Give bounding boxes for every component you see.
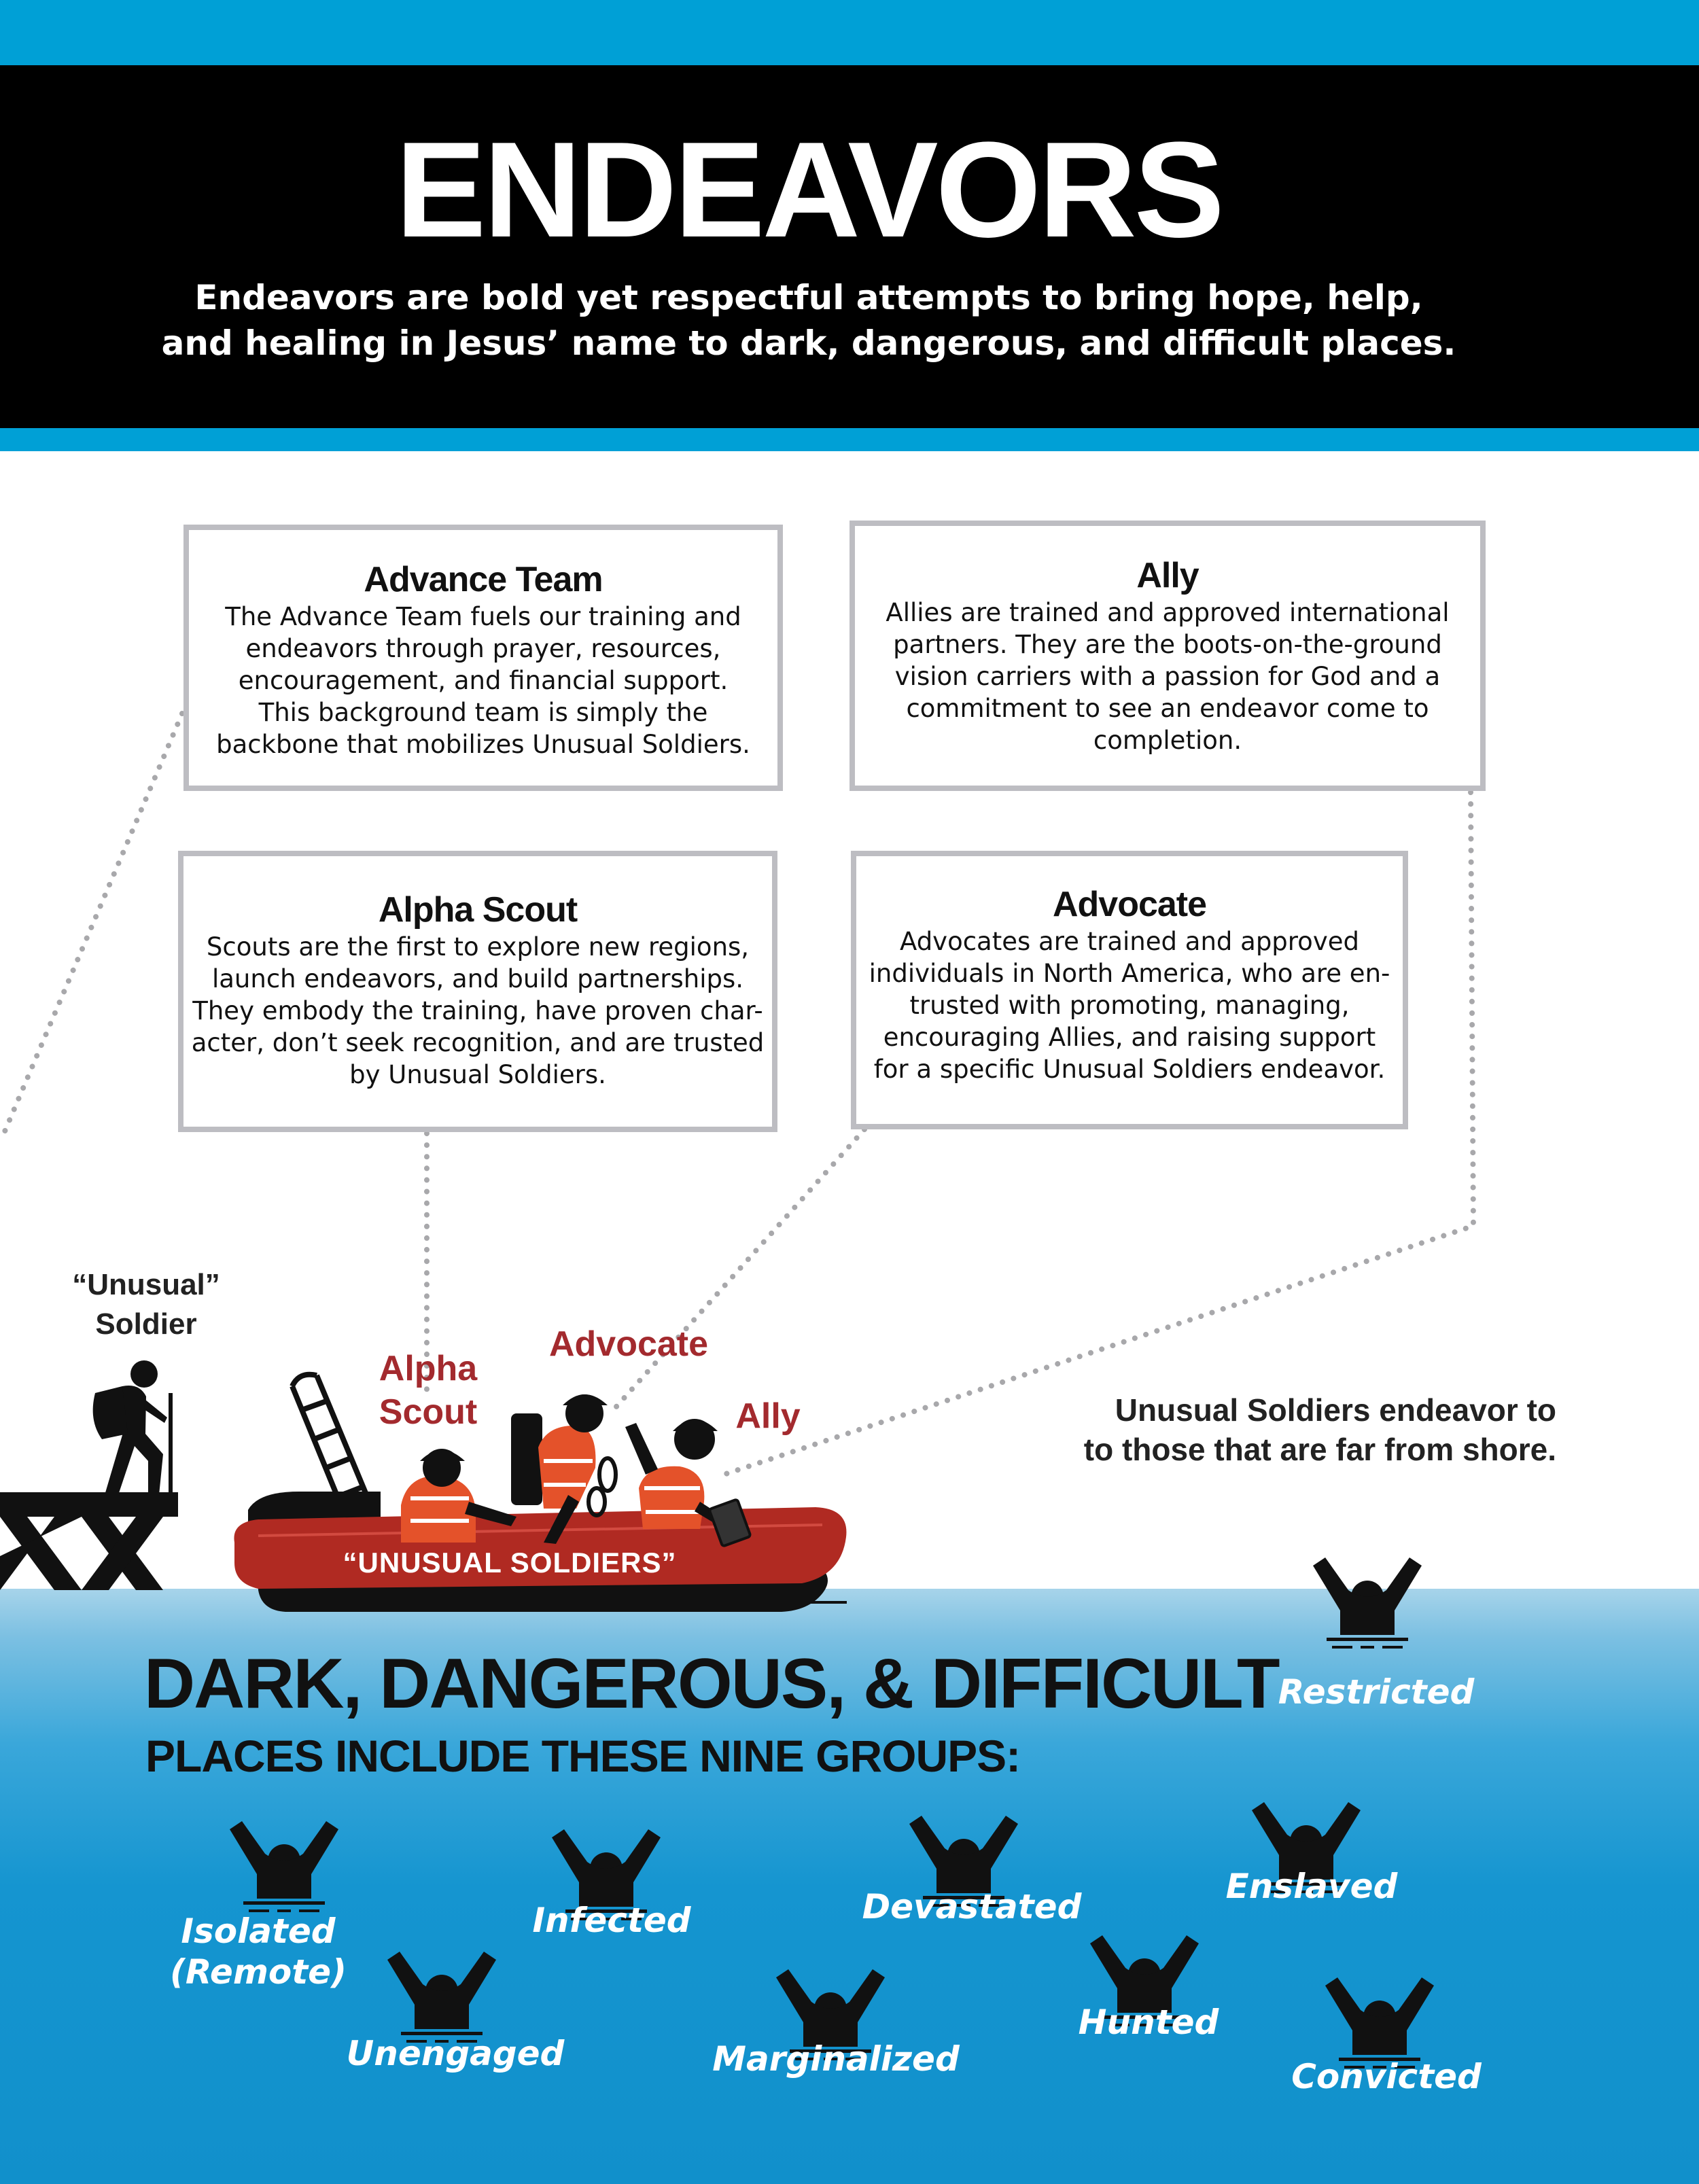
card-ally-line: completion. bbox=[1093, 726, 1242, 755]
role-label-ally: Ally bbox=[735, 1396, 801, 1436]
card-advocate-line: for a specific Unusual Soldiers endeavor. bbox=[873, 1055, 1386, 1084]
role-label-advocate: Advocate bbox=[548, 1324, 709, 1364]
group-label-marginalized: Marginalized bbox=[712, 2039, 960, 2079]
group-label-enslaved: Enslaved bbox=[1225, 1867, 1398, 1906]
card-ally-line: vision carriers with a passion for God and a bbox=[894, 662, 1441, 691]
group-label-isolated-line-2: (Remote) bbox=[170, 1952, 347, 1992]
card-advance-team-line: backbone that mobilizes Unusual Soldiers. bbox=[216, 730, 750, 759]
card-ally-line: commitment to see an endeavor come to bbox=[906, 694, 1429, 723]
card-advance-team-line: This background team is simply the bbox=[258, 698, 708, 727]
ally-figure bbox=[625, 1419, 751, 1547]
shore-caption-line-2: to those that are far from shore. bbox=[1083, 1432, 1556, 1467]
card-advance-team-line: encouragement, and financial support. bbox=[238, 666, 729, 695]
subtitle-line-2: and healing in Jesus’ name to dark, dangerous, and difficult places. bbox=[161, 323, 1456, 363]
groups-subheading: PLACES INCLUDE THESE NINE GROUPS: bbox=[145, 1731, 1021, 1781]
swimmer-icon-isolated bbox=[230, 1821, 338, 1912]
card-alpha-scout-line: acter, don’t seek recognition, and are trusted bbox=[191, 1028, 765, 1057]
subtitle-line-1: Endeavors are bold yet respectful attempts to bring hope, help, bbox=[194, 278, 1423, 317]
group-label-isolated bbox=[150, 1911, 367, 1992]
card-advocate-line: Advocates are trained and approved bbox=[900, 927, 1359, 956]
soldier-label-line-1: “Unusual” bbox=[72, 1268, 220, 1301]
group-label-isolated-line-1: Isolated bbox=[181, 1912, 336, 1951]
card-alpha-scout-title: Alpha Scout bbox=[378, 890, 578, 930]
role-label-alpha-line-1: Alpha bbox=[379, 1349, 478, 1388]
card-alpha-scout-line: by Unusual Soldiers. bbox=[349, 1060, 606, 1089]
card-alpha-scout-line: They embody the training, have proven char- bbox=[192, 996, 763, 1025]
soldier-label-line-2: Soldier bbox=[95, 1307, 197, 1341]
boat-label: “UNUSUAL SOLDIERS” bbox=[343, 1547, 677, 1579]
swimmer-icon-restricted bbox=[1313, 1557, 1422, 1649]
swimmer-icon-unengaged bbox=[387, 1952, 496, 2043]
soldier-label bbox=[54, 1265, 238, 1344]
card-advocate-line: trusted with promoting, managing, bbox=[909, 991, 1350, 1020]
card-ally-line: partners. They are the boots-on-the-ground bbox=[893, 630, 1442, 659]
dock-illustration bbox=[0, 1492, 178, 1590]
card-ally-title: Ally bbox=[1136, 556, 1199, 595]
card-ally-line: Allies are trained and approved international bbox=[886, 598, 1450, 627]
shore-caption-line-1: Unusual Soldiers endeavor to bbox=[1115, 1392, 1556, 1428]
page-title: ENDEAVORS bbox=[395, 114, 1223, 266]
groups-heading: DARK, DANGEROUS, & DIFFICULT bbox=[144, 1644, 1279, 1723]
card-advance-team-line: The Advance Team fuels our training and bbox=[225, 602, 741, 631]
role-label-alpha-line-2: Scout bbox=[379, 1392, 478, 1432]
role-label-alpha-scout bbox=[353, 1347, 503, 1434]
card-advance-team-title: Advance Team bbox=[364, 560, 603, 599]
group-label-unengaged: Unengaged bbox=[346, 2034, 565, 2073]
card-alpha-scout-line: launch endeavors, and build partnerships. bbox=[211, 964, 744, 993]
card-alpha-scout-line: Scouts are the first to explore new regions, bbox=[206, 932, 750, 962]
group-label-convicted: Convicted bbox=[1291, 2057, 1482, 2096]
group-label-hunted: Hunted bbox=[1078, 2003, 1219, 2042]
card-advance-team-line: endeavors through prayer, resources, bbox=[245, 634, 721, 663]
group-label-restricted: Restricted bbox=[1278, 1672, 1475, 1712]
group-label-devastated: Devastated bbox=[862, 1887, 1082, 1926]
card-advocate-title: Advocate bbox=[1052, 885, 1207, 924]
shore-caption bbox=[938, 1390, 1556, 1469]
card-advocate-line: individuals in North America, who are en- bbox=[869, 959, 1390, 988]
swimmer-icon-convicted bbox=[1325, 1977, 1434, 2068]
group-label-infected: Infected bbox=[532, 1901, 691, 1940]
hiker-icon bbox=[93, 1360, 173, 1495]
card-advocate-line: encouraging Allies, and raising support bbox=[883, 1023, 1376, 1052]
